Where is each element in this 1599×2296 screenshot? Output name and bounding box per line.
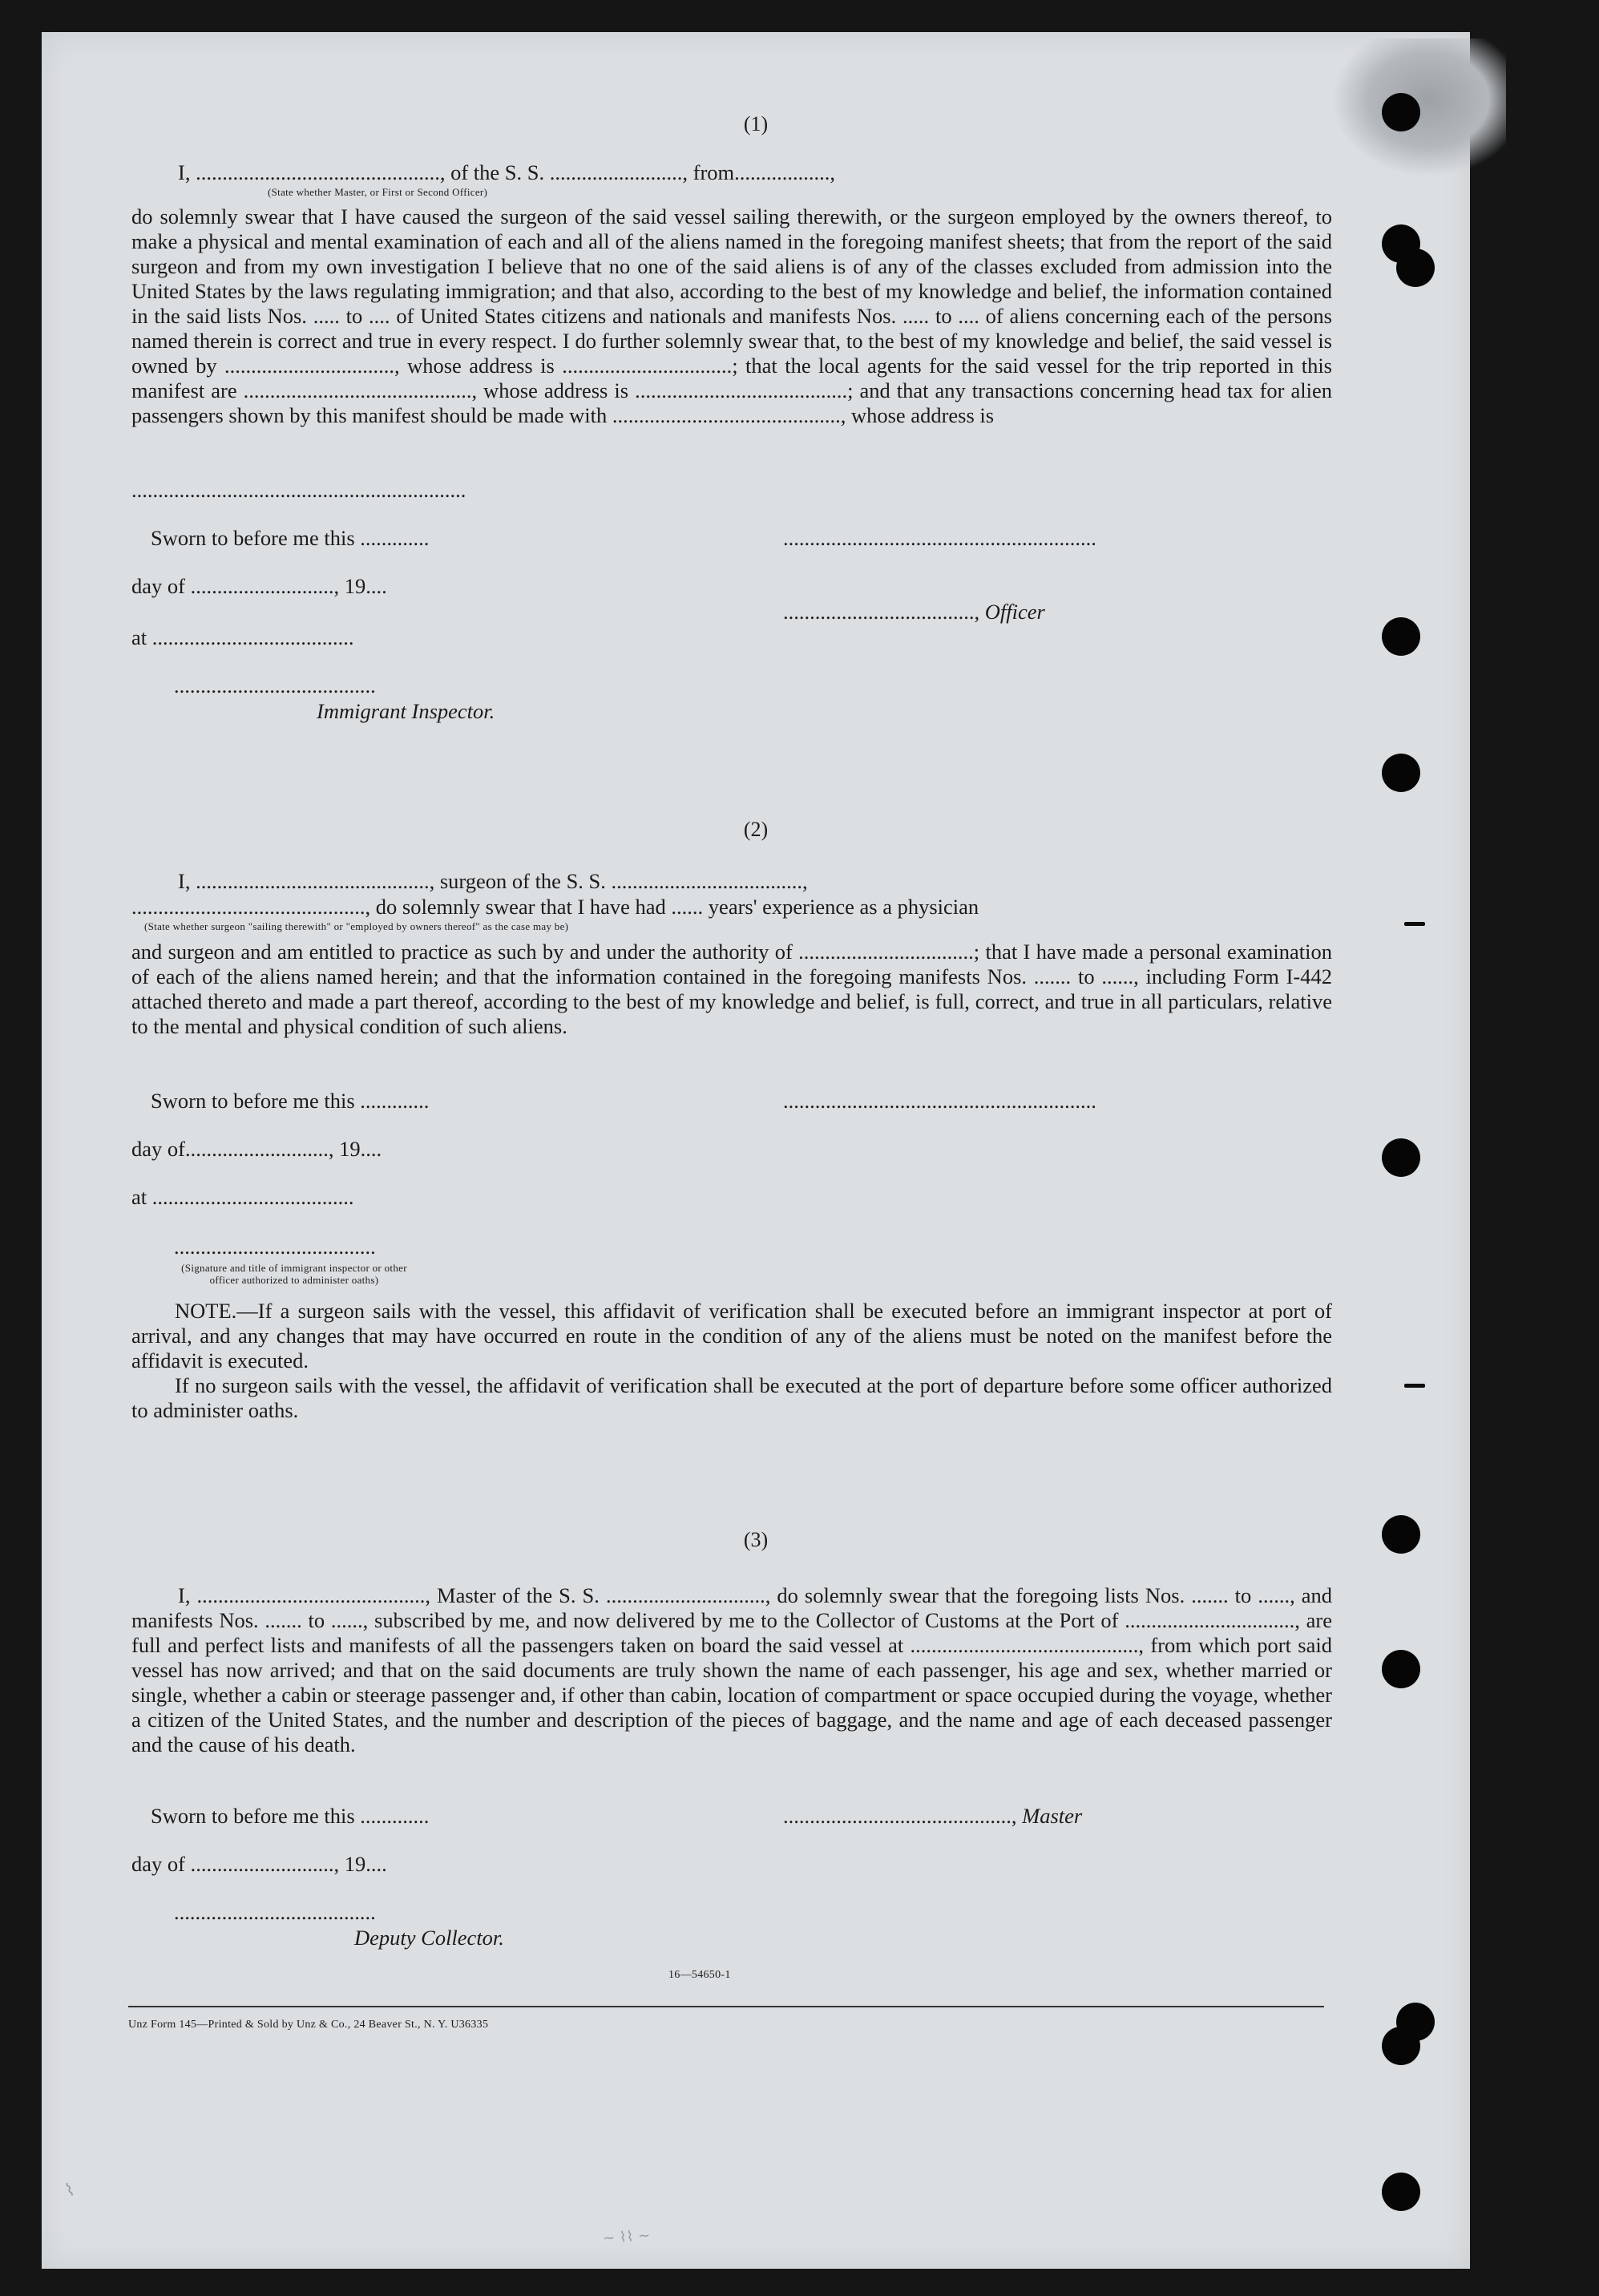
section-2-number: (2) [743, 818, 769, 841]
paper-stain [1334, 38, 1506, 175]
punch-hole [1396, 249, 1435, 287]
section-1-number: (1) [743, 112, 769, 135]
section-2-day-line: day of..........................., 19.... [131, 1137, 382, 1161]
section-1-officer-note: (State whether Master, or First or Second Officer) [268, 186, 488, 198]
punch-hole [1382, 754, 1420, 792]
section-3-sworn-line: Sworn to before me this ............. [151, 1804, 430, 1828]
section-1-officer-line [783, 600, 1045, 625]
section-3-master-dots: ..........................................., [783, 1804, 1023, 1828]
section-3-collector-label: Deputy Collector. [354, 1926, 504, 1950]
section-2-inspector-signature-line: ...................................... [174, 1235, 376, 1259]
section-2-at-line: at ...................................... [131, 1185, 354, 1209]
section-3-day-line: day of ..........................., 19.... [131, 1852, 387, 1876]
edge-mark [1404, 1384, 1425, 1388]
section-1-officer-dots: ...................................., [783, 600, 985, 624]
section-2-signature-line: ........................................................... [783, 1089, 1096, 1113]
section-2-signature-note: (Signature and title of immigrant inspector or other officer authorized to administer oaths) [181, 1262, 407, 1286]
section-1-at-line: at ...................................... [131, 625, 354, 649]
punch-hole [1382, 2173, 1420, 2211]
section-1-inspector-label: Immigrant Inspector. [317, 699, 495, 723]
section-2-second-line: ............................................, do solemnly swear that I have had ...... years' experience as a physician [131, 895, 979, 919]
punch-hole [1396, 2003, 1435, 2041]
section-3-master-line [783, 1804, 1082, 1829]
section-1-signature-line: ........................................................... [783, 526, 1096, 550]
footer-rule [128, 2006, 1324, 2007]
section-1-address-line: ............................................................... [131, 478, 466, 502]
section-2-note: NOTE.—If a surgeon sails with the vessel, this affidavit of verification shall be executed before an immigrant inspector at port of arrival, and any changes that may have occurred en route in the condition of any of the aliens must be noted on the manifest before the affidavit is executed. [131, 1299, 1332, 1372]
section-3-number: (3) [743, 1528, 769, 1551]
printer-imprint: Unz Form 145—Printed & Sold by Unz & Co., 24 Beaver St., N. Y. U36335 [128, 2019, 489, 2031]
punch-hole [1382, 617, 1420, 656]
section-2-note-continued: If no surgeon sails with the vessel, the affidavit of verification shall be executed at the port of departure before some officer authorized to administer oaths. [131, 1373, 1332, 1422]
section-3-master-label: Master [1022, 1804, 1083, 1828]
margin-mark: ~ ⌇⌇ ~ [602, 2226, 651, 2248]
margin-mark: ⌇ [63, 2179, 78, 2202]
edge-mark [1404, 922, 1425, 926]
section-2-surgeon-note: (State whether surgeon "sailing therewith" or "employed by owners thereof" as the case may be) [144, 920, 569, 932]
punch-hole [1382, 1138, 1420, 1177]
section-3-collector-signature-line: ...................................... [174, 1900, 376, 1924]
section-1-sworn-line: Sworn to before me this ............. [151, 526, 430, 550]
section-3-oath-text: I, ..........................................., Master of the S. S. .............................., do solemnly swear that the foregoing lists Nos. ....... to ......, and manifests Nos. ....... to ......, subscribed by me, and now delivered by me to the Collector of Customs at the Port of ................................, are full and perfect lists and manifests of all the passengers taken on board the said vessel at ..........................................., from which port said vessel has now arrived; and that on the said documents are truly shown the name of each passenger, his age and sex, whether married or single, whether a cabin or steerage passenger and, if other than cabin, location of compartment or space occupied during the voyage, whether a citizen of the United States, and the number and description of the pieces of baggage, and the name and age of each deceased passenger and the cause of his death. [131, 1583, 1332, 1756]
section-2-opening-line: I, ............................................, surgeon of the S. S. ...................................., [178, 869, 808, 893]
document-page [42, 32, 1470, 2269]
section-1-inspector-signature-line: ...................................... [174, 673, 376, 697]
section-1-oath-text: do solemnly swear that I have caused the surgeon of the said vessel sailing therewith, or the surgeon employed by the owners thereof, to make a physical and mental examination of each and all of the aliens named in the foregoing manifest sheets; that from the report of the said surgeon and from my own investigation I believe that no one of the said aliens is of any of the classes excluded from admission into the United States by the laws regulating immigration; and that also, according to the best of my knowledge and belief, the information contained in the said lists Nos. ..... to .... of United States citizens and nationals and manifests Nos. ..... to .... of aliens concerning each of the persons named therein is correct and true in every respect. I do further solemnly swear that, to the best of my knowledge and belief, the said vessel is owned by ................................, whose address is ................................; that the local agents for the said vessel for the trip reported in this manifest are ..........................................., whose address is ........................................; and that any transactions concerning head tax for alien passengers shown by this manifest should be made with ..........................................., whose address is [131, 204, 1332, 427]
section-1-officer-label: Officer [984, 600, 1045, 624]
section-1-day-line: day of ..........................., 19.... [131, 574, 387, 598]
section-2-oath-text: and surgeon and am entitled to practice as such by and under the authority of .................................; that I have made a personal examination of each of the aliens named herein; and that the information contained in the foregoing manifests Nos. ....... to ......, including Form I-442 attached thereto and made a part thereof, according to the best of my knowledge and belief, is full, correct, and true in all particulars, relative to the mental and physical condition of such aliens. [131, 940, 1332, 1038]
punch-hole [1382, 1650, 1420, 1688]
section-2-sworn-line: Sworn to before me this ............. [151, 1089, 430, 1113]
section-1-opening-line: I, .............................................., of the S. S. ........................., from.................., [178, 160, 836, 184]
form-code: 16—54650-1 [668, 1969, 731, 1981]
